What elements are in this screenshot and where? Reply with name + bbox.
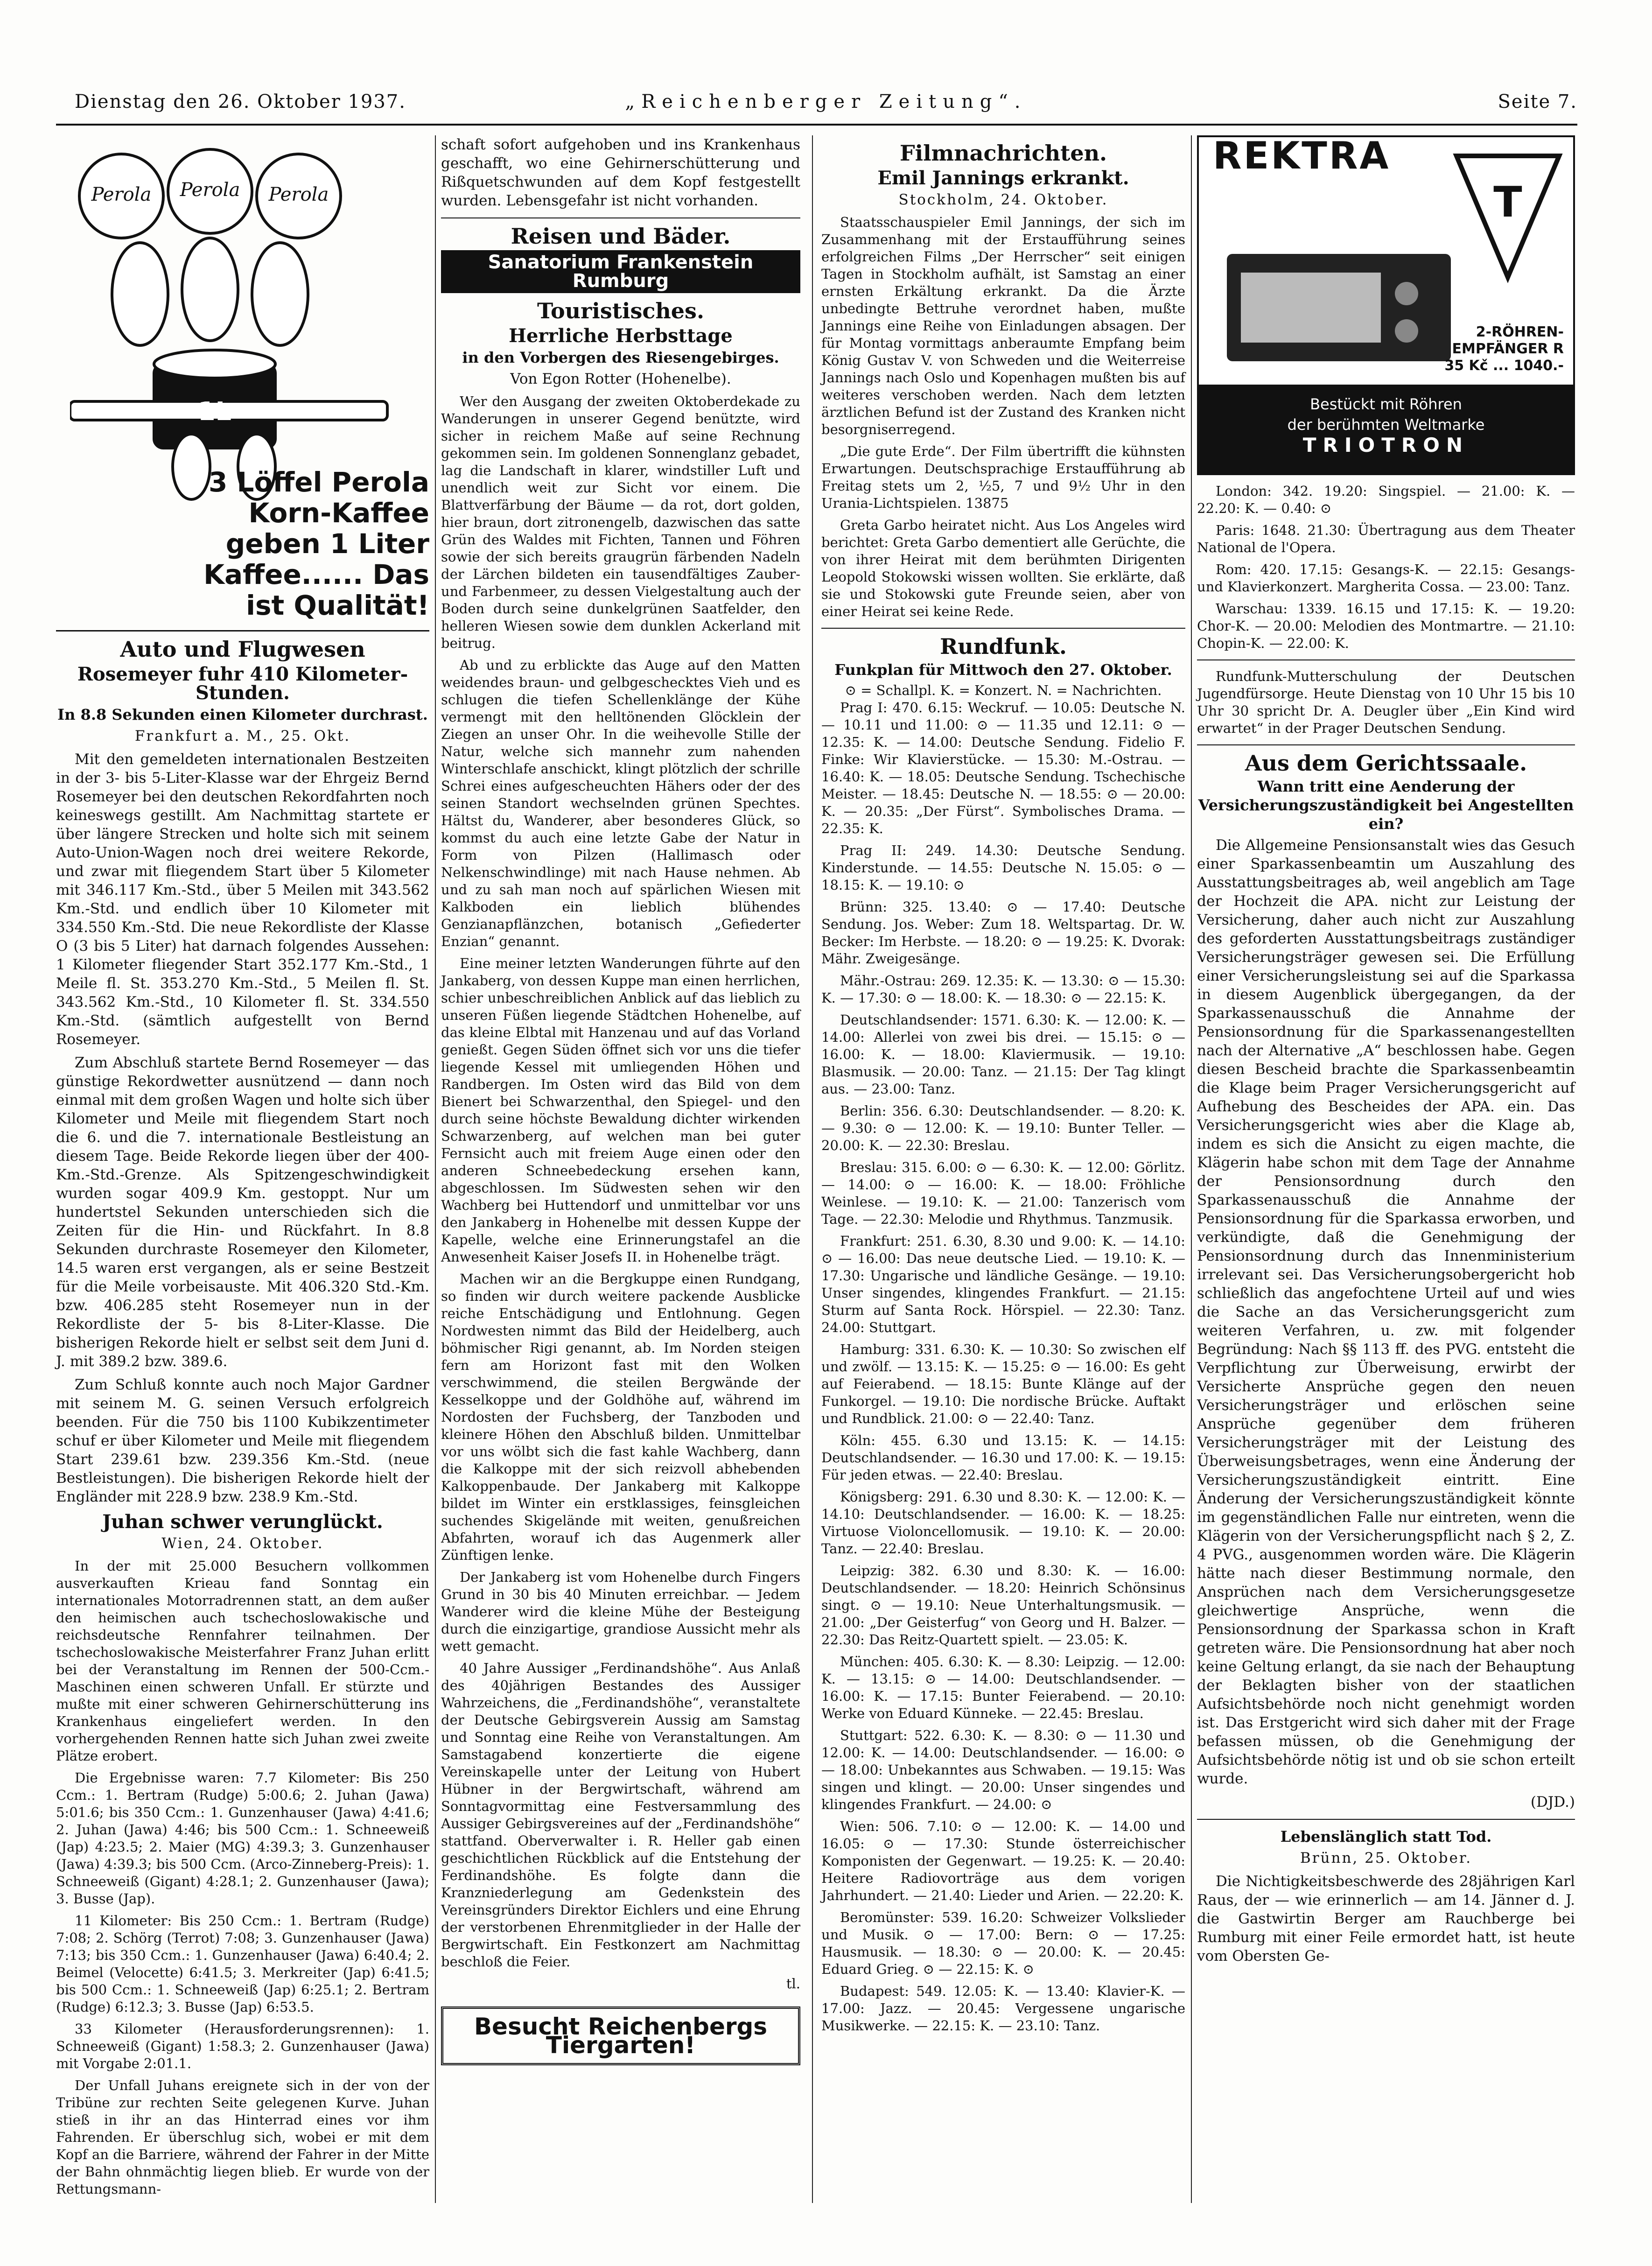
article-paragraph: Machen wir an die Bergkuppe einen Rundgang, so finden wir durch weitere packende Ausblicke reiche Entschädigung und Entlohnung. Gegen Nordwesten nimmt das Bild der Heidelberg, auch böhmischer Rigi genannt, ab. Im Norden steigen fern am Horizont fast mit den Wolken verschwimmend, die steilen Bergwände der Kesselkoppe und der Goldhöhe auf, während im Nordosten der Fuchsberg, der Tanzboden und kleinere Höhen den Abschluß bilden. Unmittelbar vor uns wölbt sich die fast kahle Wachberg, dann die Kalkoppe mit der sich reizvoll abhebenden Kalkoppenbaude. Der Jankaberg mit Kalkoppe bildet im Winter ein erstklassiges, feinsgleichen suchendes Skigelände mit weiten, genußreichen Abfahrten, worauf ich das Augenmerk aller Zünftigen lenke.	[441, 1271, 800, 1563]
page-header	[75, 91, 1577, 119]
radio-station: Frankfurt: 251. 6.30, 8.30 und 9.00: K. — 14.10: ⊙ — 16.00: Das neue deutsche Lied. — 19.10: K. — 17.30: Ungarische und ländliche Gesänge. — 19.10: Unser singendes, klingendes Frankfurt. — 21.15: Sturm auf Santa Rock. Hörspiel. — 22.30: Tanz. 24.00: Stuttgart.	[821, 1233, 1185, 1335]
section-heading: Reisen und Bäder.	[511, 224, 731, 249]
dateline: Stockholm, 24. Oktober.	[898, 191, 1108, 208]
article-paragraph: In der mit 25.000 Besuchern vollkommen ausverkauften Krieau fand Sonntag ein internationales Motorradrennen statt, an dem außer den heimischen auch tschechoslowakische und reichsdeutsche Rennfahrer teilnahmen. Der tschechoslowakische Meisterfahrer Franz Juhan erlitt bei der Veranstaltung im Rennen der 500-Ccm.-Maschinen einen schweren Unfall. Er stürzte und mußte mit einer schweren Gehirnerschütterung ins Krankenhaus eingeliefert werden. In den vorhergehenden Rennen hatte sich Juhan zwei zweite Plätze erobert.	[56, 1558, 429, 1764]
dateline: Frankfurt a. M., 25. Okt.	[134, 728, 351, 744]
cup-label: Perola	[268, 184, 329, 205]
issue-date: Dienstag den 26. Oktober 1937.	[75, 91, 406, 112]
radio-station: London: 342. 19.20: Singspiel. — 21.00: K. — 22.20: K. — 0.40: ⊙	[1197, 483, 1575, 516]
notice-paragraph: 40 Jahre Aussiger „Ferdinandshöhe“. Aus Anlaß des 40jährigen Bestandes des Aussiger Wahrzeichens, die „Ferdinandshöhe“, veranstaltete der Deutsche Gebirgsverein Aussig am Samstag und Sonntag eine Reihe von Veranstaltungen. Am Samstagabend konzertierte die eigene Vereinskapelle unter der Leitung von Hubert Hübner in der Bergwirtschaft, während am Sonntagvormittag eine Festversammlung des Aussiger Gebirgsvereines auf der „Ferdinandshöhe“ stattfand. Oberverwalter i. R. Heller gab einen geschichtlichen Rückblick auf die Entstehung der Ferdinandshöhe. Es folgte dann die Kranzniederlegung am Gedenkstein des Vereinsgründers Direktor Eichlers und eine Ehrung der verstorbenen Ehrenmitglieder in der Halle der Bergwirtschaft. Ein Festkonzert am Nachmittag beschloß die Feier.	[441, 1660, 800, 1970]
article-paragraph: „Die gute Erde“. Der Film übertrifft die kühnsten Erwartungen. Deutschsprachige Erstaufführung ab Freitag stets um 2, ½5, 7 und 9½ Uhr in den Urania-Lichtspielen. 13875	[821, 443, 1185, 511]
triotron-logo-icon	[1452, 147, 1564, 287]
article-paragraph: Ab und zu erblickte das Auge auf den Matten weidendes braun- und gelbgeschecktes Vieh und es schlugen die tiefen Schellenklänge der Kühe vermengt mit den helltönenden Glöcklein der Ziegen an unser Ohr. In die weihevolle Stille der Natur, welche sich mannehr zum nahenden Winterschlafe anschickt, klingt plötzlich der schrille Schrei eines aufgescheuchten Hähers oder der des seinen Standort wechselnden grünen Spechtes. Hältst du, Wanderer, aber besonderes Glück, so kommst du auch eine letzte Gabe der Natur in Form von Pilzen (Hallimasch oder Nelkenschwindlinge) mit nach Hause nehmen. Ab und zu sah man noch auf spärlichen Wiesen mit Kalkboden ein lieblich blühendes Genzianapflänzchen, botanisch „Gefiederter Enzian“ genannt.	[441, 657, 800, 949]
column-3	[821, 135, 1185, 2039]
article-subhead: In 8.8 Sekunden einen Kilometer durchrast.	[57, 706, 428, 723]
article-subhead: in den Vorbergen des Riesengebirges.	[462, 349, 779, 366]
rektra-footer	[1199, 385, 1573, 473]
rektra-brand: REKTRA	[1213, 134, 1391, 177]
divider	[1197, 1819, 1575, 1820]
radio-station: Paris: 1648. 21.30: Übertragung aus dem Theater National de l'Opera.	[1197, 522, 1575, 555]
rektra-radio-ad	[1197, 135, 1575, 475]
radio-station: Warschau: 1339. 16.15 und 17.15: K. — 19.20: Chor-K. — 20.00: Melodien des Montmartre. — 21.10: Chopin-K. — 22.00: K.	[1197, 601, 1575, 651]
article-headline: Wann tritt eine Aenderung der Versicherungszuständigkeit bei Angestellten ein?	[1198, 778, 1574, 833]
column-divider	[435, 135, 436, 2203]
section-heading: Auto und Flugwesen	[120, 637, 365, 662]
pot-label: 1L	[198, 397, 231, 426]
article-paragraph: Zum Abschluß startete Bernd Rosemeyer — das günstige Rekordwetter ausnützend — dann noch einmal mit dem großen Wagen und holte sich über Kilometer und Meile mit fliegendem Start noch die 6. und die 7. internationale Bestleistung an diesem Tage. Beide Rekorde liegen über der 400-Km.-Std.-Grenze. Als Spitzengeschwindigkeit wurden sogar 409.9 Km. gestoppt. Nur um hundertstel Sekunden unterschieden sich die Zeiten für die Hin- und Rückfahrt. In 8.8 Sekunden durchraste Rosemeyer den Kilometer, 14.5 waren erst vergangen, als er seine Bestzeit für die Meile vorbeisauste. Mit 406.320 Std.-Km. bzw. 406.285 steht Rosemeyer nun in der Rekordliste der 5- bis 8-Liter-Klasse. Die bisherigen Rekorde hielt er selbst seit dem Juni d. J. mit 389.2 bzw. 389.6.	[56, 1054, 429, 1370]
article-headline: Lebenslänglich statt Tod.	[1280, 1828, 1492, 1845]
tiergarten-ad: Besucht Reichenbergs Tiergarten!	[441, 2006, 800, 2065]
radio-station: Breslau: 315. 6.00: ⊙ — 6.30: K. — 12.00: Görlitz. — 14.00: ⊙ — 16.00: K. — 18.00: Fröhliche Weinlese. — 19.10: K. — 21.00: Tanzerisch vom Tage. — 22.30: Melodie und Rhythmus. Tanzmusik.	[821, 1159, 1185, 1227]
article-signature: (DJD.)	[1530, 1794, 1575, 1810]
divider	[441, 217, 800, 218]
radio-legend: ⊙ = Schallpl. K. = Konzert. N. = Nachrichten.	[845, 682, 1162, 698]
svg-text:T: T	[1493, 178, 1522, 227]
rektra-line: Bestückt mit Röhren	[1310, 395, 1462, 413]
article-continuation: schaft sofort aufgehoben und ins Krankenhaus geschafft, wo eine Gehirnerschütterung und Rißquetschwunden auf dem Kopf festgestellt wurden. Lebensgefahr ist nicht vorhanden.	[441, 136, 800, 209]
radio-station: Leipzig: 382. 6.30 und 8.30: K. — 16.00: Deutschlandsender. — 18.20: Heinrich Schönsinus singt. ⊙ — 19.10: Neue Unterhaltungsmusik. — 21.00: „Der Geisterfug“ von Georg und H. Balzer. — 22.30: Das Reitz-Quartett spielt. — 23.05: K.	[821, 1563, 1185, 1648]
article-headline: Juhan schwer verunglückt.	[102, 1511, 383, 1533]
page-number: Seite 7.	[1498, 91, 1577, 112]
rektra-line: der berühmten Weltmarke	[1287, 416, 1485, 434]
article-paragraph: 33 Kilometer (Herausforderungsrennen): 1. Schneeweiß (Gigant) 1:58.3; 2. Gunzenhauser (Jawa) mit Vorgabe 2:01.1.	[56, 2021, 429, 2071]
article-headline: Emil Jannings erkrankt.	[877, 167, 1129, 189]
radio-station: Königsberg: 291. 6.30 und 8.30: K. — 12.00: K. — 14.10: Deutschlandsender. — 16.00: K. — 18.25: Virtuose Violoncellomusik. — 19.10: K. — 20.00: Tanz. — 22.40: Breslau.	[821, 1489, 1185, 1557]
article-paragraph: Die Allgemeine Pensionsanstalt wies das Gesuch einer Sparkassenbeamtin um Auszahlung des Ausstattungsbeitrages ab, weil angeblich am Tage der Hochzeit die APA. nicht zur Leistung der Versicherung, daher auch nicht zur Auszahlung des geforderten Ausstattungsbeitrags zuständiger Versicherungsträger gewesen sei. Die Erfüllung einer Versicherungsleistung sei auf die Sparkassa in diesem Augenblick übergegangen, da der Sparkassenausschuß die Annahme der Pensionsordnung für die Sparkassenangestellten nach der Alternative „A“ beschlossen habe. Gegen diesen Bescheid brachte die Sparkassenbeamtin die Klage beim Prager Versicherungsgericht auf Aufhebung des Bescheides der APA. ein. Das Versicherungsgericht wies aber die Klage ab, indem es sich die Ansicht zu eigen machte, die Klägerin habe schon mit dem Tage der Annahme der Pensionsordnung durch den Sparkassenausschuß die Annahme der Pensionsordnung für die Sparkassa erworben, und verkündigte, daß die Genehmigung der Pensionsordnung durch das Innenministerium irrelevant sei. Das Versicherungsobergericht hob schließlich das angefochtene Urteil auf und wies die Sache an das Versicherungsgericht zum weiteren Verfahren, u. zw. mit folgender Begründung: Nach §§ 113 ff. des PVG. entsteht die Verpflichtung zur Überweisung, erwirbt der Versicherte Ansprüche gegen den neuen Versicherungsträger und erlöschen seine Ansprüche gegenüber dem früheren Versicherungsträger mit der Leistung des Überweisungsbetrages, wenn eine Änderung der Versicherungszuständigkeit eintritt. Eine Änderung der Versicherungszuständigkeit könnte im gegenständlichen Falle nur eintreten, wenn die Klägerin von der Versicherungspflicht nach § 2, Z. 4 PVG., ausgenommen worden wäre. Die Klägerin hätte nach dieser Bestimmung normale, den Ansprüchen nach dem Versicherungsgesetze gleichwertige Ansprüche, wenn die Pensionsordnung der Sparkassa schon in Kraft getreten wäre. Die Pensionsordnung hat aber noch keine Geltung erlangt, da sie nach der Behauptung der Beklagten bisher von der staatlichen Aufsichtsbehörde noch nicht genehmigt worden ist. Das Erstgericht wird sich daher mit der Frage befassen müssen, ob die Genehmigung der Aufsichtsbehörde nötig ist und ob sie schon erteilt wurde.	[1197, 837, 1575, 1787]
article-paragraph: Wer den Ausgang der zweiten Oktoberdekade zu Wanderungen in unserer Gegend benützte, wird sicher in reichem Maße auf seine Rechnung gekommen sein. Im goldenen Sonnenglanz gebadet, lag die Landschaft in klarer, windstiller Luft und unendlich weit zur Sicht vor einem. Die Blattverfärbung der Bäume — da rot, dort golden, hier braun, dort zitronengelb, dazwischen das satte Grün des Waldes mit Fichten, Tannen und Föhren sowie der sich bereits graugrün färbenden Nadeln der Lärchen bildeten ein tausendfältiges Zauber- und Farbenmeer, zu dessen Vielgestaltung auch der Boden durch seine dunkelgrünen Saatfelder, den helleren Wiesen sowie dem dunklen Ackerland mit beitrug.	[441, 393, 800, 651]
article-headline: Herrliche Herbsttage	[509, 325, 733, 347]
notice-paragraph: Rundfunk-Mutterschulung der Deutschen Jugendfürsorge. Heute Dienstag von 10 Uhr 15 bis 10 Uhr 30 spricht Dr. A. Deugler über „Ein Kind wird erwartet“ in der Prager Deutschen Sendung.	[1197, 668, 1575, 736]
section-heading: Filmnachrichten.	[899, 140, 1107, 166]
cup-label: Perola	[91, 184, 152, 205]
article-paragraph: Die Ergebnisse waren: 7.7 Kilometer: Bis 250 Ccm.: 1. Bertram (Rudge) 5:00.6; 2. Juhan (Jawa) 5:01.6; bis 350 Ccm.: 1. Gunzenhauser (Jawa) 4:41.6; 2. Juhan (Jawa) 4:46; bis 500 Ccm.: 1. Schneeweiß (Jap) 4:23.5; 2. Maier (MG) 4:39.3; 3. Gunzenhauser (Jawa) 4:39.3; bis 500 Ccm. (Arco-Zinneberg-Preis): 1. Schneeweiß (Gigant) 4:28.1; 2. Gunzenhauser (Jawa); 3. Busse (Jap).	[56, 1770, 429, 1907]
radio-station: Budapest: 549. 12.05: K. — 13.40: Klavier-K. — 17.00: Jazz. — 20.45: Vergessene ungarische Musikwerke. — 22.15: K. — 23.10: Tanz.	[821, 1983, 1185, 2034]
radio-station: Berlin: 356. 6.30: Deutschlandsender. — 8.20: K. — 9.30: ⊙ — 12.00: K. — 19.10: Bunter Teller. — 20.00: K. — 22.30: Breslau.	[821, 1103, 1185, 1153]
column-4	[1197, 135, 1575, 1970]
article-paragraph: Die Nichtigkeitsbeschwerde des 28jährigen Karl Raus, der — wie erinnerlich — am 14. Jänner d. J. die Gastwirtin Berger am Rauchberge bei Rumburg mit einer Feile ermordet hatt, ist heute vom Obersten Ge-	[1197, 1873, 1575, 1964]
perola-coffee-ad	[56, 135, 429, 631]
radio-station: Prag II: 249. 14.30: Deutsche Sendung. Kinderstunde. — 14.55: Deutsche N. 15.05: ⊙ — 18.15: K. — 19.10: ⊙	[821, 842, 1185, 893]
radio-station: München: 405. 6.30: K. — 8.30: Leipzig. — 12.00: K. — 13.15: ⊙ — 14.00: Deutschlandsender. — 16.00: K. — 17.15: Bunter Feierabend. — 20.10: Werke von Eduard Künneke. — 22.45: Breslau.	[821, 1654, 1185, 1721]
article-headline: Rosemeyer fuhr 410 Kilometer-Stunden.	[77, 663, 408, 704]
section-heading: Touristisches.	[537, 298, 704, 323]
article-paragraph: Mit den gemeldeten internationalen Bestzeiten in der 3- bis 5-Liter-Klasse war der Ehrgeiz Bernd Rosemeyer bei den deutschen Rekordfahrten noch keineswegs gestillt. Am Nachmittag startete er über längere Strecken und holte sich mit seinem Auto-Union-Wagen noch drei weitere Rekorde, und zwar mit fliegendem Start über 5 Kilometer mit 346.117 Km.-Std., über 5 Meilen mit 343.562 Km.-Std. und endlich über 10 Kilometer mit 334.550 Km.-Std. Die neue Rekordliste der Klasse O (3 bis 5 Liter) hat darnach folgendes Aussehen: 1 Kilometer fliegender Start 352.177 Km.-Std., 1 Meile fl. St. 353.270 Km.-Std., 5 Meilen fl. St. 343.562 Km.-Std., 10 Kilometer fl. St. 334.550 Km.-Std. (sämtlich aufgestellt von Bernd Rosemeyer.	[56, 751, 429, 1048]
article-paragraph: Der Jankaberg ist vom Hohenelbe durch Fingers Grund in 30 bis 40 Minuten erreichbar. — Jedem Wanderer wird die kleine Mühe der Besteigung durch die einzigartige, grandiose Aussicht mehr als wett gemacht.	[441, 1569, 800, 1654]
notice-signature: tl.	[786, 1976, 800, 1992]
radio-station: Rom: 420. 17.15: Gesangs-K. — 22.15: Gesangs- und Klavierkonzert. Margherita Cossa. — 23.00: Tanz.	[1197, 561, 1575, 595]
radio-station: Wien: 506. 7.10: ⊙ — 12.00: K. — 14.00 und 16.05: ⊙ — 17.30: Stunde österreichischer Komponisten der Gegenwart. — 19.25: K. — 20.40: Heitere Radiovorträge aus dem vorigen Jahrhundert. — 21.40: Lieder und Arien. — 22.20: K.	[821, 1818, 1185, 1903]
article-paragraph: 11 Kilometer: Bis 250 Ccm.: 1. Bertram (Rudge) 7:08; 2. Schörg (Terrot) 7:08; 3. Gunzenhauser (Jawa) 7:13; bis 350 Ccm.: 1. Gunzenhauser (Jawa) 6:40.4; 2. Beimel (Velocette) 6:41.5; 3. Merkreiter (Jap) 6:41.5; bis 500 Ccm.: 1. Schneeweiß (Jap) 6:25.1; 2. Bertram (Rudge) 6:12.3; 3. Busse (Jap) 6:53.5.	[56, 1913, 429, 2015]
radio-station: Prag I: 470. 6.15: Weckruf. — 10.05: Deutsche N. — 10.11 und 11.00: ⊙ — 11.35 und 12.11: ⊙ — 12.35: K. — 14.00: Deutsche Sendung. Fidelio F. Finke: Wir Klavierstücke. — 15.30: M.-Ostrau. — 16.40: K. — 18.05: Deutsche Sendung. Tschechische Meister. — 18.45: Deutsche N. — 18.55: ⊙ — 20.00: K. — 20.35: „Der Fürst“. Symbolisches Drama. — 22.35: K.	[821, 700, 1185, 836]
dateline: Wien, 24. Oktober.	[161, 1535, 324, 1552]
radio-station: Hamburg: 331. 6.30: K. — 10.30: So zwischen elf und zwölf. — 13.15: K. — 15.25: ⊙ — 16.00: Es geht auf Feierabend. — 18.15: Bunte Klänge auf der Funkorgel. — 19.10: Die nordische Brücke. Auftakt und Rundblick. 21.00: ⊙ — 22.40: Tanz.	[821, 1341, 1185, 1426]
radio-station: Deutschlandsender: 1571. 6.30: K. — 12.00: K. — 14.00: Allerlei von zwei bis drei. — 15.15: ⊙ — 16.00: K. — 18.00: Klaviermusik. — 19.10: Blasmusik. — 20.00: Tanz. — 21.15: Der Tag klingt aus. — 23.00: Tanz.	[821, 1012, 1185, 1097]
newspaper-title: „Reichenberger Zeitung“.	[625, 91, 1027, 112]
article-paragraph: Eine meiner letzten Wanderungen führte auf den Jankaberg, von dessen Kuppe man einen herrlichen, schier unbeschreiblichen Anblick auf das lieblich zu unseren Füßen liegende Städtchen Hohenelbe, auf das kleine Elbtal mit Hanzenau und auf das Vorland genießt. Gegen Süden öffnet sich vor uns die tiefer liegende Kessel mit umliegenden Höhen und Randbergen. Im Osten wird das Bild von dem Bienert bei Schwarzenthal, den Spiegel- und den durch seine höchste Bewaldung dichter wirkenden Schwarzenberg, auf welchen man bei guter Fernsicht auch mit freiem Auge einen oder den anderen Schneebedeckung ersehen kann, abgeschlossen. Im Südwesten sehen wir den Wachberg bei Huttendorf und unmittelbar vor uns den Jankaberg in Hohenelbe mit dessen Kuppe der Kapelle, welche eine Erinnerungstafel an die Anwesenheit Kaiser Josefs II. in Hohenelbe trägt.	[441, 955, 800, 1265]
article-paragraph: Der Unfall Juhans ereignete sich in der von der Tribüne zur rechten Seite gelegenen Kurve. Juhan stieß in ihr an das Hinterrad eines vor ihm Fahrenden. Er überschlug sich, wobei er mit dem Kopf an die Barriere, während der Fahrer in der Mitte der Bahn ohnmächtig liegen blieb. Er wurde von der Rettungsmann-	[56, 2077, 429, 2197]
divider	[1197, 659, 1575, 660]
cup-label: Perola	[180, 179, 240, 201]
column-1	[56, 135, 429, 2203]
rektra-brand-triotron: TRIOTRON	[1302, 434, 1470, 456]
column-divider	[1191, 135, 1192, 2203]
column-divider	[812, 135, 813, 2203]
divider	[1197, 744, 1575, 745]
article-paragraph: Staatsschauspieler Emil Jannings, der sich im Zusammenhang mit der Erstaufführung seines erfolgreichen Films „Der Herrscher“ seit einigen Tagen in Stockholm aufhält, ist Samstag an einer ernsten Erkältung erkrankt. Da die Ärzte unbedingte Bettruhe verordnet haben, mußte Jannings eine Reihe von Einladungen absagen. Der für Montag vormittags anberaumte Empfang beim König Gustav V. von Schweden und die Weiterreise Jannings nach Oslo und Kopenhagen mußten bis auf weiteres verschoben werden. Nach dem letzten ärztlichen Befund ist der Zustand des Kranken nicht besorgniserregend.	[821, 214, 1185, 437]
sanatorium-ad: Sanatorium Frankenstein Rumburg	[441, 250, 800, 293]
header-rule	[56, 124, 1577, 126]
radio-station: Brünn: 325. 13.40: ⊙ — 17.40: Deutsche Sendung. Jos. Weber: Zum 18. Weltspartag. Dr. W. Becker: Im Herbste. — 18.20: ⊙ — 19.25: K. Dvorak: Mähr. Zweigesänge.	[821, 899, 1185, 967]
article-paragraph: Greta Garbo heiratet nicht. Aus Los Angeles wird berichtet: Greta Garbo dementiert alle Gerüchte, die von ihrer Heirat mit dem berühmten Dirigenten Leopold Stokowski wissen wollten. Sie erklärte, daß sie und Stokowski gute Freunde seien, aber von einer Heirat sei keine Rede.	[821, 517, 1185, 619]
radio-station: Köln: 455. 6.30 und 13.15: K. — 14.15: Deutschlandsender. — 16.30 und 17.00: K. — 19.15: Für jeden etwas. — 22.40: Breslau.	[821, 1432, 1185, 1483]
rektra-model: 2-RÖHREN-EMPFÄNGER R 35 Kč ... 1040.-	[1444, 324, 1564, 374]
radio-station: Beromünster: 539. 16.20: Schweizer Volkslieder und Musik. ⊙ — 17.00: Bern: ⊙ — 17.25: Hausmusik. — 18.30: ⊙ — 20.00: K. — 20.45: Eduard Grieg. ⊙ — 22.15: K. ⊙	[821, 1909, 1185, 1977]
radio-station: Mähr.-Ostrau: 269. 12.35: K. — 13.30: ⊙ — 15.30: K. — 17.30: ⊙ — 18.00: K. — 18.30: ⊙ — 22.15: K.	[821, 973, 1185, 1006]
article-paragraph: Zum Schluß konnte auch noch Major Gardner mit seinem M. G. seinen Versuch erfolgreich beenden. Für die 750 bis 1100 Kubikzentimeter schuf er über Kilometer und Meile mit fliegendem Start 239.61 bzw. 239.356 Km.-Std. (neue Bestleistungen). Die bisherigen Rekorde hielt der Engländer mit 228.9 bzw. 238.9 Km.-Std.	[56, 1376, 429, 1505]
radio-set-illustration	[1227, 254, 1451, 361]
byline: Von Egon Rotter (Hohenelbe).	[510, 371, 731, 387]
section-heading: Aus dem Gerichtssaale.	[1245, 751, 1527, 776]
column-2	[441, 135, 800, 2065]
section-heading: Rundfunk.	[940, 634, 1067, 659]
radio-station: Stuttgart: 522. 6.30: K. — 8.30: ⊙ — 11.30 und 12.00: K. — 14.00: Deutschlandsender. — 16.00: ⊙ — 18.00: Unbekanntes aus Schwaben. — 19.15: Was singen und klingt. — 20.00: Unser singendes und klingendes Frankfurt. — 24.00: ⊙	[821, 1727, 1185, 1812]
radio-schedule-heading: Funkplan für Mittwoch den 27. Oktober.	[834, 661, 1172, 679]
dateline: Brünn, 25. Oktober.	[1300, 1850, 1472, 1866]
coffee-cups-illustration	[70, 140, 415, 504]
perola-slogan: 3 Löffel Perola Korn-Kaffee geben 1 Liter Kaffee...... Das ist Qualität!	[203, 466, 429, 621]
divider	[821, 628, 1185, 629]
